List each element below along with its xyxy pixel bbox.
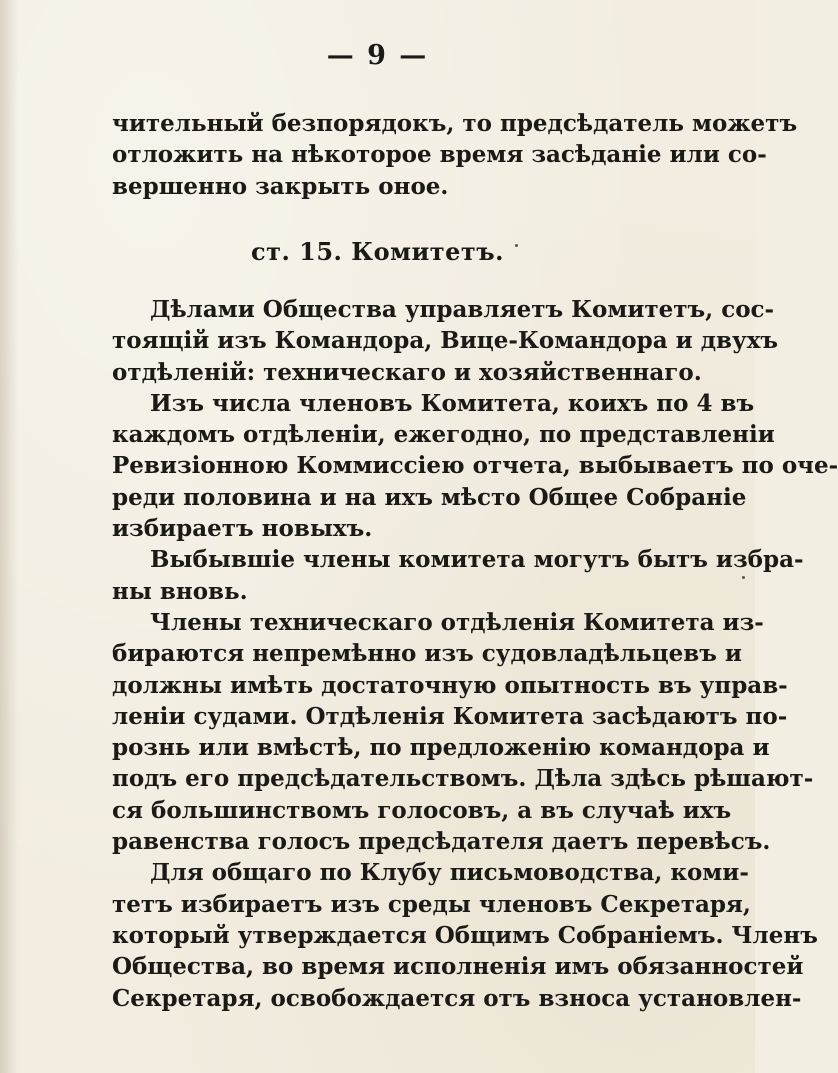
text-line: равенства голосъ предсѣдателя даетъ перевѣсъ. [112,828,771,856]
ink-speck [515,244,518,247]
text-line: который утверждается Общимъ Собраніемъ. Членъ [112,921,818,949]
page-number: — 9 — [326,40,429,71]
text-line: тетъ избираетъ изъ среды членовъ Секретаря, [112,890,751,918]
text-line: Изъ числа членовъ Комитета, коихъ по 4 въ [150,389,755,417]
text-line: избираетъ новыхъ. [112,515,373,543]
section-heading: ст. 15. Комитетъ. [250,237,505,266]
text-line: Общества, во время исполненія имъ обязанностей [112,953,804,981]
text-line: Дѣлами Общества управляетъ Комитетъ, сос- [150,296,775,323]
text-line: тоящій изъ Командора, Вице-Командора и двухъ [112,327,779,355]
text-line: Для общаго по Клубу письмоводства, коми- [150,859,749,887]
text-line: подъ его предсѣдательствомъ. Дѣла здѣсь рѣшают- [112,765,814,793]
text-line: Секретаря, освобождается отъ взноса установлен- [112,984,802,1012]
text-line: леніи судами. Отдѣленія Комитета засѣдаютъ по- [112,702,788,730]
text-line: должны имѣть достаточную опытность въ управ- [112,671,788,699]
text-line: рознь или вмѣстѣ, по предложенію командора и [112,734,770,762]
text-line: чительный безпорядокъ, то предсѣдатель можетъ [112,110,798,137]
paragraph-continuation [112,108,798,202]
page-edge-shadow [0,0,18,1073]
text-line: Ревизіонною Коммиссіею отчета, выбываетъ по оче- [112,452,838,480]
ink-speck [742,576,745,579]
text-line: Выбывшіе члены комитета могутъ бытъ избра- [150,546,804,574]
text-line: ны вновь. [112,577,248,605]
text-line: Члены техническаго отдѣленія Комитета из- [150,608,764,636]
section-body [112,294,838,1014]
text-line: бираются непремѣнно изъ судовладѣльцевъ и [112,640,742,668]
text-line: каждомъ отдѣленіи, ежегодно, по представленіи [112,421,775,449]
text-line: ся большинствомъ голосовъ, а въ случаѣ ихъ [112,796,732,824]
text-line: отдѣленій: техническаго и хозяйственнаго. [112,358,702,386]
text-line: реди половина и на ихъ мѣсто Общее Собраніе [112,483,747,511]
text-line: отложить на нѣкоторое время засѣданіе или со- [112,141,767,169]
text-line: вершенно закрыть оное. [112,172,449,200]
